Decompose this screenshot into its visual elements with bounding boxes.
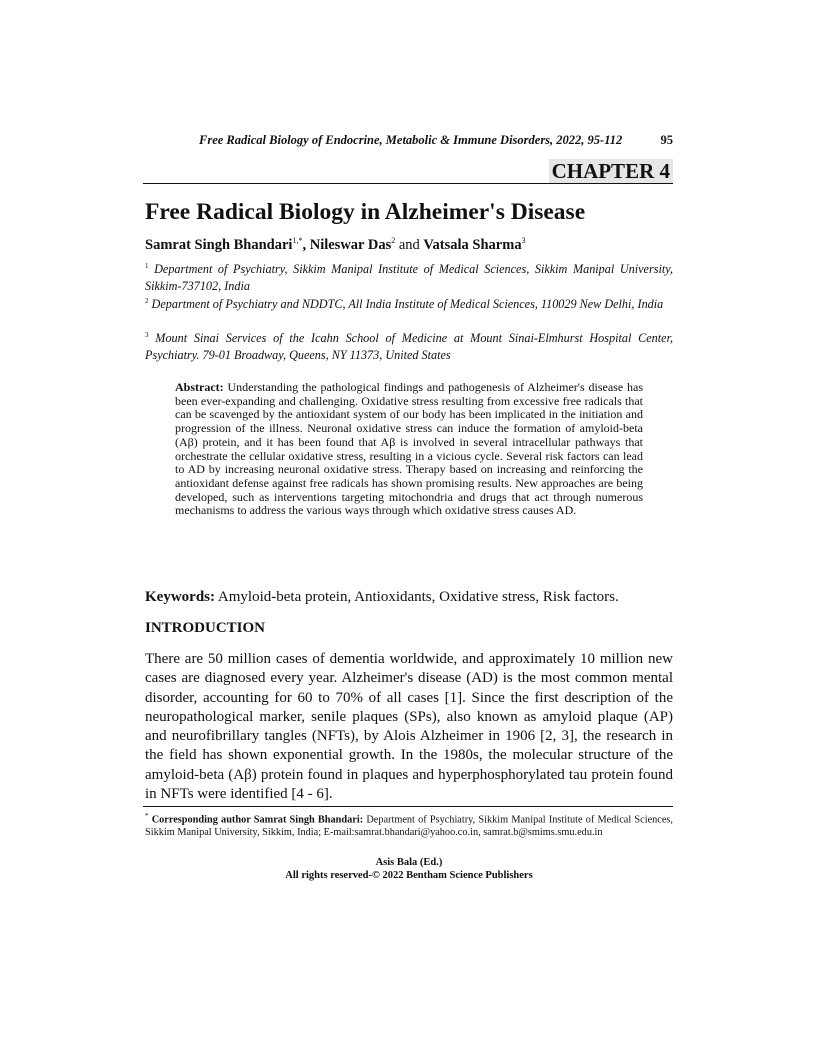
affiliation-text: Department of Psychiatry, Sikkim Manipal Institute of Medical Sciences, Sikkim Manipal University, Sikkim-737102, India [145,262,673,294]
author-name: Vatsala Sharma [423,236,522,253]
footnote-text: Department of Psychiatry, Sikkim Manipal Institute of Medical Sciences, Sikkim Manipal University, Sikkim, India; E-mail:samrat.bhandari@yahoo.co.in, samrat.b@smims.smu.edu.in [145,814,674,838]
author-name: Nileswar Das [309,236,392,253]
affiliation [145,293,673,313]
header-rule [143,183,673,184]
running-head [199,133,673,148]
publisher-block [145,857,673,882]
author-affil-mark: 2 [391,236,396,245]
author-affil-mark: 1,* [292,236,303,245]
keywords-label: Keywords: [145,589,215,605]
abstract-label: Abstract: [175,380,224,394]
author-name: Samrat Singh Bhandari [145,236,293,253]
journal-title: Free Radical Biology of Endocrine, Metabolic & Immune Disorders [199,133,551,147]
footnote [145,810,673,839]
introduction-paragraph: There are 50 million cases of dementia worldwide, and approximately 10 million new cases are diagnosed every year. Alzheimer's disease (AD) is the most common mental disorder, accounting for 60 to 70% of all cases [1]. Since the first description of the neuropathological marker, senile plaques (SPs), also known as amyloid plaque (AP) and neurofibrillary tangles (NFTs), by Alois Alzheimer in 1906 [2, 3], the research in the field has shown exponential growth. In the 1980s, the molecular structure of the amyloid-beta (Aβ) protein found in plaques and hyperphosphorylated tau protein found in NFTs were identified [4 - 6]. [145,651,673,803]
journal-meta: , 2022, 95-112 [550,133,623,147]
footnote-label: Corresponding author Samrat Singh Bhandari: [151,814,364,826]
affiliation-mark: 1 [145,262,149,270]
affiliation-text: Mount Sinai Services of the Icahn School of Medicine at Mount Sinai-Elmhurst Hospital Center, Psychiatry. 79-01 Broadway, Queens, NY 11373, United States [145,331,674,363]
editor-line: Asis Bala (Ed.) [375,857,443,868]
affiliation-text: Department of Psychiatry and NDDTC, All India Institute of Medical Sciences, 110029 New Delhi, India [151,297,664,312]
author-separator: and [395,236,424,253]
keywords-text: Amyloid-beta protein, Antioxidants, Oxidative stress, Risk factors. [215,589,619,605]
rights-line: All rights reserved-© 2022 Bentham Science Publishers [285,869,533,881]
section-heading: INTRODUCTION [145,620,266,636]
affiliation-mark: 2 [145,297,149,305]
chapter-label: CHAPTER 4 [549,159,673,183]
abstract [175,381,643,518]
keywords [145,589,673,606]
author-list [145,236,526,254]
page-number: 95 [660,133,673,147]
author-separator: , [302,236,310,253]
affiliation [145,327,673,364]
author-affil-mark: 3 [521,236,526,245]
affiliation-mark: 3 [145,331,149,339]
affiliation [145,258,673,295]
paper-title: Free Radical Biology in Alzheimer's Disease [145,199,586,225]
footnote-rule [143,806,673,807]
footnote-mark: * [145,812,149,820]
abstract-text: Understanding the pathological findings and pathogenesis of Alzheimer's disease has been ever-expanding and challenging. Oxidative stress resulting from excessive free radicals that can be scavenged by the antioxidant system of our body has been implicated in the initiation and progression of the illness. Neuronal oxidative stress can induce the formation of amyloid-beta (Aβ) protein, and it has been found that Aβ is involved in several intracellular pathways that orchestrate the cellular oxidative stress, resulting in a vicious cycle. Several risk factors can lead to AD by increasing neuronal oxidative stress. Therapy based on increasing and reinforcing the antioxidant defense against free radicals has shown promising results. New approaches are being developed, such as interventions targeting mitochondria and drugs that act through numerous mechanisms to address the various ways through which oxidative stress causes AD. [175,380,643,518]
